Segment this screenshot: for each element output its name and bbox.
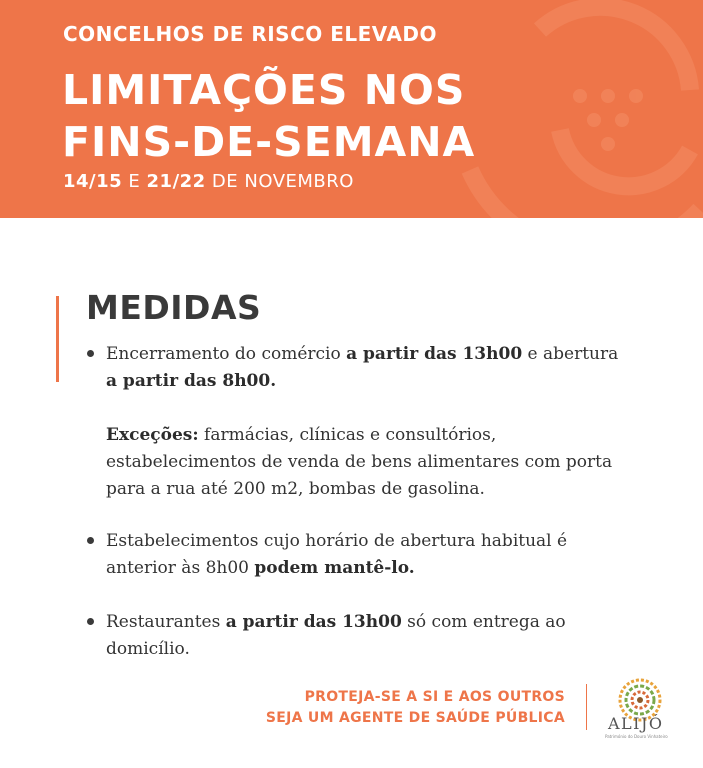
measure-text: Estabelecimentos cujo horário de abertura habitual é anterior às 8h00 [106,531,568,578]
date-rest: DE NOVEMBRO [211,171,354,192]
exceptions-text: farmácias, clínicas e consultórios, estabelecimentos de venda de bens alimentares com porta para a rua até 200 m2, bombas de gasolina. [106,425,613,499]
header-kicker: CONCELHOS DE RISCO ELEVADO [63,22,437,46]
logo-subtitle: Património do Douro Vinhateiro [605,734,668,739]
footer-divider [586,684,587,730]
measure-highlight: podem mantê-lo. [254,558,415,578]
bullet-icon [87,537,94,544]
date-second: 21/22 [146,171,206,192]
bullet-icon [87,350,94,357]
header-banner [0,0,703,218]
section-accent-bar [56,296,59,382]
date-first: 14/15 [63,171,123,192]
footer-message [266,687,565,729]
measure-item-2 [106,528,626,582]
section-heading: MEDIDAS [86,288,262,327]
measure-text: e abertura [522,344,619,364]
measure-exceptions [106,422,626,503]
title-line-1: LIMITAÇÕES NOS [62,66,466,114]
measure-item-1 [106,341,626,395]
exceptions-label: Exceções: [106,425,199,445]
measure-item-3 [106,609,626,663]
page-title [62,64,475,168]
bullet-icon [87,618,94,625]
footer-line-1: PROTEJA-SE A SI E AOS OUTROS [304,689,565,705]
date-range [63,171,354,192]
logo-name: ALIJÓ [608,714,664,733]
measure-text: Restaurantes [106,612,226,632]
measure-highlight: a partir das 13h00 [225,612,402,632]
title-line-2: FINS-DE-SEMANA [62,118,476,166]
measure-text: Encerramento do comércio [106,344,347,364]
measure-highlight: a partir das 8h00. [106,371,277,391]
measure-text: só com entrega ao domicílio. [106,612,566,659]
date-and: E [128,171,141,192]
measure-highlight: a partir das 13h00 [346,344,523,364]
footer-line-2: SEJA UM AGENTE DE SAÚDE PÚBLICA [265,710,565,726]
